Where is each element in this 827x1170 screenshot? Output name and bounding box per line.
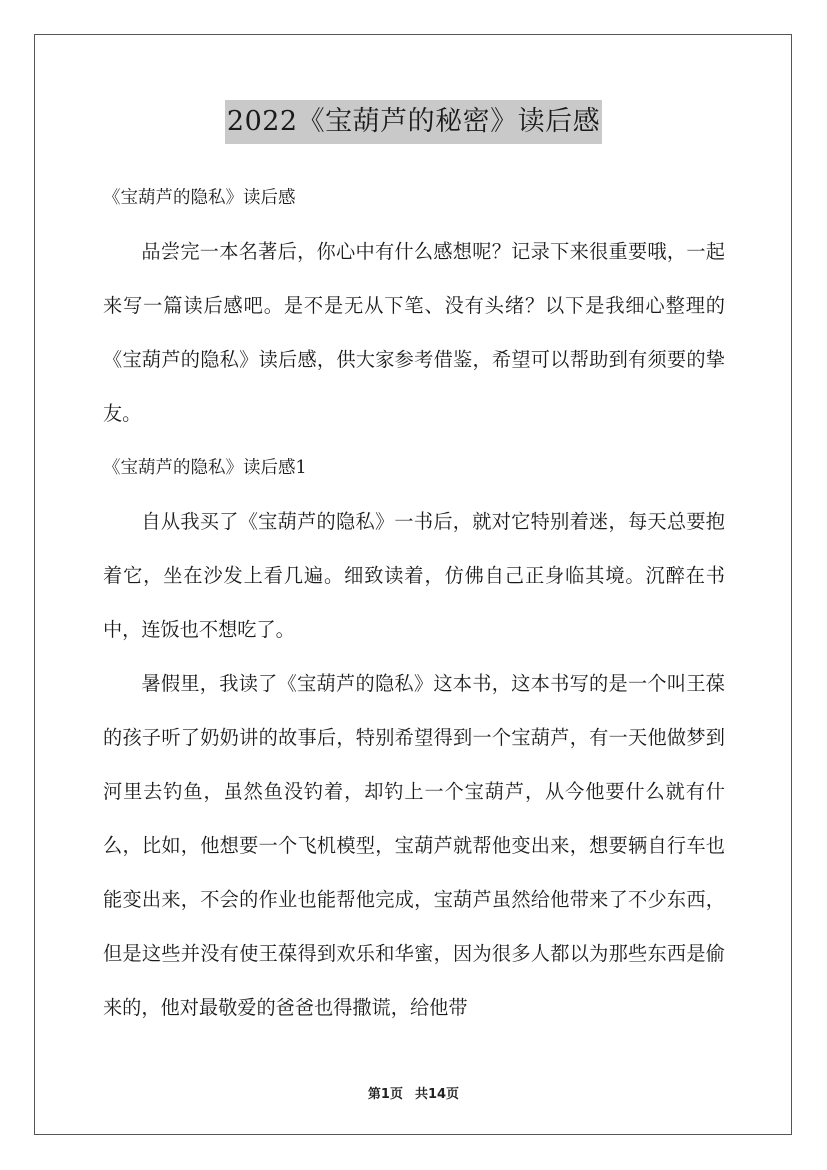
section-heading: 《宝葫芦的隐私》读后感1 bbox=[103, 458, 307, 478]
title-container bbox=[0, 100, 827, 144]
paragraph: 品尝完一本名著后，你心中有什么感想呢？记录下来很重要哦，一起来写一篇读后感吧。是不是无从下笔、没有头绪？以下是我细心整理的《宝葫芦的隐私》读后感，供大家参考借鉴，希望可以帮助到有须要的挚友。 bbox=[103, 240, 725, 425]
document-title: 2022《宝葫芦的秘密》读后感 bbox=[225, 100, 602, 144]
paragraph: 暑假里，我读了《宝葫芦的隐私》这本书，这本书写的是一个叫王葆的孩子听了奶奶讲的故事后，特别希望得到一个宝葫芦，有一天他做梦到河里去钓鱼，虽然鱼没钓着，却钓上一个宝葫芦，从今他要什么就有什么，比如，他想要一个飞机模型，宝葫芦就帮他变出来，想要辆自行车也能变出来，不会的作业也能帮他完成，宝葫芦虽然给他带来了不少东西，但是这些并没有使王葆得到欢乐和华蜜，因为很多人都以为那些东西是偷来的，他对最敬爱的爸爸也得撒谎，给他带 bbox=[103, 672, 725, 1019]
page-total: 共14页 bbox=[414, 1087, 460, 1102]
document-body bbox=[103, 171, 725, 1035]
section-heading: 《宝葫芦的隐私》读后感 bbox=[103, 188, 296, 208]
page-footer bbox=[0, 1083, 827, 1102]
paragraph: 自从我买了《宝葫芦的隐私》一书后，就对它特别着迷，每天总要抱着它，坐在沙发上看几遍。细致读着，仿佛自己正身临其境。沉醉在书中，连饭也不想吃了。 bbox=[103, 510, 725, 641]
page-number: 第1页 bbox=[367, 1087, 403, 1102]
